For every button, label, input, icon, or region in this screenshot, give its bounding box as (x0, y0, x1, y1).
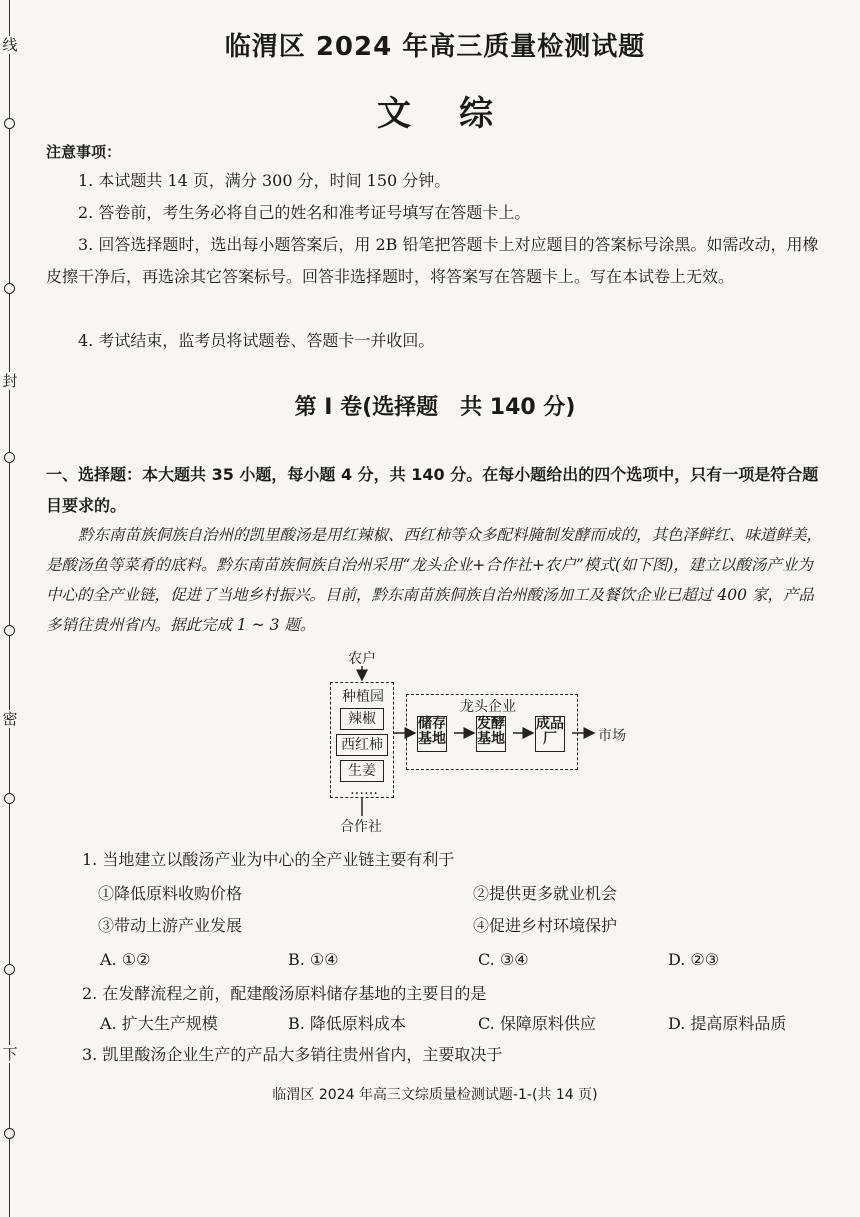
crop-chili: 辣椒 (340, 708, 384, 730)
q1-statement-3: ③带动上游产业发展 (98, 916, 243, 935)
q1-statement-2: ②提供更多就业机会 (473, 884, 618, 903)
q2-option-d[interactable]: D. 提高原料品质 (668, 1014, 787, 1033)
binding-margin (0, 0, 22, 1217)
margin-char-line: 线 (2, 36, 18, 54)
margin-circle (4, 625, 15, 636)
q1-statement-4: ④促进乡村环境保护 (473, 916, 618, 935)
margin-circle (4, 118, 15, 129)
coop-label: 合作社 (340, 819, 382, 835)
notice-item: 1. 本试题共 14 页，满分 300 分，时间 150 分钟。 (78, 171, 451, 190)
leader-enterprise-label: 龙头企业 (460, 699, 516, 715)
crop-ginger: 生姜 (340, 760, 384, 782)
q1-option-a[interactable]: A. ①② (100, 950, 151, 969)
q1-statement-1: ①降低原料收购价格 (98, 884, 243, 903)
margin-char-secret: 密 (2, 710, 18, 728)
notice-item: 2. 答卷前，考生务必将自己的姓名和准考证号填写在答题卡上。 (78, 203, 531, 222)
notice-item: 3. 回答选择题时，选出每小题答案后，用 2B 铅笔把答题卡上对应题目的答案标号涂黑。如需改动，用橡皮擦干净后，再选涂其它答案标号。回答非选择题时，将答案写在答题卡上。写在本试卷上无效。 (46, 235, 819, 286)
margin-circle (4, 452, 15, 463)
plantation-label: 种植园 (342, 689, 384, 705)
exam-title: 临渭区 2024 年高三质量检测试题 (224, 32, 646, 62)
q1-option-b[interactable]: B. ①④ (288, 950, 339, 969)
binding-line (9, 0, 10, 1217)
reading-material: 黔东南苗族侗族自治州的凯里酸汤是用红辣椒、西红柿等众多配料腌制发酵而成的，其色泽鲜红、味道鲜美，是酸汤鱼等菜肴的底料。黔东南苗族侗族自治州采用“龙头企业+合作社+农户”模式(如下图)，建立以酸汤产业为中心的全产业链，促进了当地乡村振兴。目前，黔东南苗族侗族自治州酸汤加工及餐饮企业已超过 400 家，产品多销往贵州省内。据此完成 1 ~ 3 题。 (46, 526, 823, 634)
q2-option-c[interactable]: C. 保障原料供应 (478, 1014, 596, 1033)
question-2-stem: 2. 在发酵流程之前，配建酸汤原料储存基地的主要目的是 (82, 984, 487, 1003)
margin-char-seal: 封 (2, 372, 18, 390)
question-3-stem: 3. 凯里酸汤企业生产的产品大多销往贵州省内，主要取决于 (82, 1045, 503, 1064)
section-instruction: 一、选择题：本大题共 35 小题，每小题 4 分，共 140 分。在每小题给出的四个选项中，只有一项是符合题目要求的。 (46, 465, 819, 515)
q2-option-b[interactable]: B. 降低原料成本 (288, 1014, 406, 1033)
notice-item: 4. 考试结束，监考员将试题卷、答题卡一并收回。 (78, 331, 435, 350)
storage-base: 储存基地 (417, 716, 447, 752)
market-label: 市场 (598, 728, 626, 744)
margin-circle (4, 1128, 15, 1139)
margin-circle (4, 964, 15, 975)
margin-char-below: 下 (2, 1045, 18, 1063)
subject-title: 文综 (377, 94, 541, 134)
q1-option-d[interactable]: D. ②③ (668, 950, 720, 969)
question-1-stem: 1. 当地建立以酸汤产业为中心的全产业链主要有利于 (82, 850, 455, 869)
crop-tomato: 西红柿 (336, 734, 388, 756)
notice-heading: 注意事项： (46, 143, 122, 161)
fermentation-base: 发酵基地 (476, 716, 506, 752)
margin-circle (4, 283, 15, 294)
q1-option-c[interactable]: C. ③④ (478, 950, 529, 969)
finished-product-factory: 成品厂 (535, 716, 565, 752)
farmer-label: 农户 (348, 651, 376, 667)
section-title: 第 Ⅰ 卷(选择题 共 140 分) (294, 395, 576, 420)
page-footer: 临渭区 2024 年高三文综质量检测试题-1-(共 14 页) (272, 1087, 598, 1103)
q2-option-a[interactable]: A. 扩大生产规模 (100, 1014, 218, 1033)
industry-chain-diagram (280, 648, 640, 838)
margin-circle (4, 793, 15, 804)
crop-ellipsis: …… (350, 782, 378, 798)
